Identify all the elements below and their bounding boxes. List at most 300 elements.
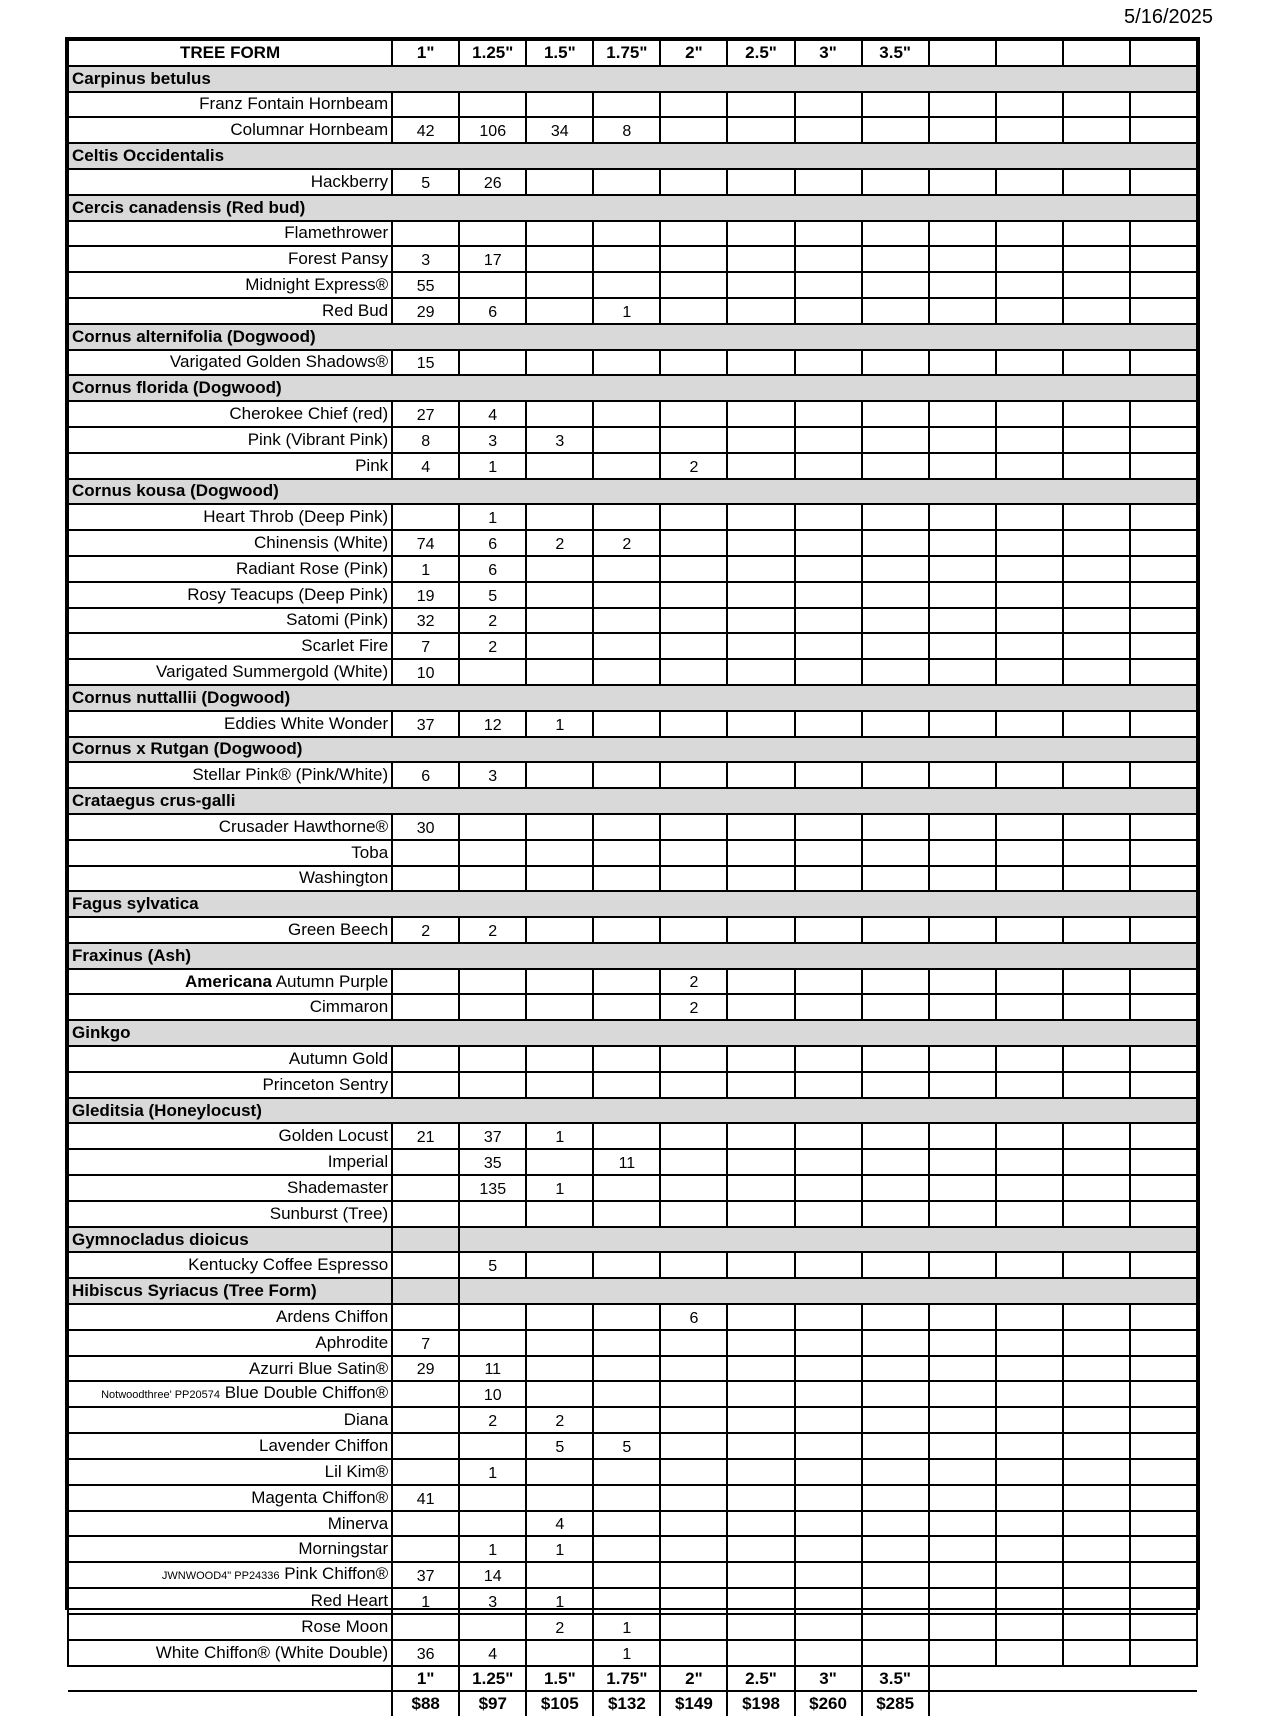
species-prefix: Americana (184, 971, 272, 991)
qty-cell (593, 1046, 660, 1072)
empty-cell (1063, 556, 1130, 582)
qty-cell (727, 1175, 794, 1201)
qty-cell (795, 1252, 862, 1278)
variety-label: Rosy Teacups (Deep Pink) (187, 584, 389, 604)
qty-cell (660, 1562, 727, 1588)
qty-cell (660, 350, 727, 376)
qty-cell (795, 504, 862, 530)
qty-cell (727, 1433, 794, 1459)
empty-cell (1130, 453, 1197, 479)
variety-label: Scarlet Fire (301, 636, 389, 656)
footer-size: 2.5" (727, 1666, 794, 1692)
variety-label: Minerva (327, 1513, 389, 1533)
variety-name (68, 1304, 392, 1330)
empty-cell (1063, 1459, 1130, 1485)
qty-cell (526, 608, 593, 634)
table-row (68, 1201, 1197, 1227)
qty-cell (593, 814, 660, 840)
qty-cell (795, 608, 862, 634)
variety-name (68, 1356, 392, 1382)
variety-label: Franz Fontain Hornbeam (199, 94, 389, 114)
qty-cell (795, 1588, 862, 1614)
qty-cell (526, 659, 593, 685)
qty-cell (526, 1072, 593, 1098)
qty-cell (459, 1614, 526, 1640)
size-header: 1.75" (593, 40, 660, 66)
qty-cell (526, 1381, 593, 1407)
qty-cell (862, 350, 929, 376)
group-row (68, 943, 1197, 969)
qty-cell (862, 762, 929, 788)
qty-cell (862, 1252, 929, 1278)
group-cell (392, 1227, 459, 1253)
empty-cell (929, 556, 996, 582)
qty-cell: 14 (459, 1562, 526, 1588)
table-row (68, 504, 1197, 530)
empty-cell (929, 1201, 996, 1227)
qty-cell (660, 608, 727, 634)
qty-cell (862, 556, 929, 582)
qty-cell (660, 1175, 727, 1201)
empty-cell (1130, 350, 1197, 376)
qty-cell (392, 866, 459, 892)
empty-cell (929, 246, 996, 272)
empty-cell (996, 1046, 1063, 1072)
qty-cell: 6 (660, 1304, 727, 1330)
qty-cell (526, 1459, 593, 1485)
qty-cell: 1 (526, 1123, 593, 1149)
empty-cell (1063, 969, 1130, 995)
group-row (68, 195, 1197, 221)
qty-cell: 2 (392, 917, 459, 943)
variety-name (68, 401, 392, 427)
empty-cell (996, 1123, 1063, 1149)
empty-cell (1063, 633, 1130, 659)
footer-price: $149 (660, 1691, 727, 1716)
variety-label: Radiant Rose (Pink) (236, 558, 389, 578)
group-name: Cornus nuttallii (Dogwood) (68, 685, 1197, 711)
variety-name (68, 1588, 392, 1614)
table-row (68, 608, 1197, 634)
size-header: 1.25" (459, 40, 526, 66)
qty-cell (660, 1381, 727, 1407)
qty-cell: 37 (392, 1562, 459, 1588)
variety-label: Rose Moon (301, 1616, 389, 1636)
table-row (68, 169, 1197, 195)
table-row (68, 556, 1197, 582)
variety-label: Morningstar (298, 1539, 389, 1559)
qty-cell (795, 659, 862, 685)
tree-form-table (67, 39, 1198, 1716)
qty-cell (660, 246, 727, 272)
qty-cell (727, 1511, 794, 1537)
qty-cell (727, 1588, 794, 1614)
empty-cell (1130, 1407, 1197, 1433)
qty-cell (593, 504, 660, 530)
variety-label: Cimmaron (309, 997, 389, 1017)
qty-cell (862, 840, 929, 866)
qty-cell (593, 1175, 660, 1201)
variety-label: Aphrodite (315, 1332, 389, 1352)
variety-label: Princeton Sentry (262, 1074, 389, 1094)
qty-cell (795, 1201, 862, 1227)
qty-cell (526, 401, 593, 427)
empty-cell (1130, 169, 1197, 195)
qty-cell (727, 608, 794, 634)
empty-cell (1063, 1562, 1130, 1588)
empty-cell (996, 1485, 1063, 1511)
table-row (68, 1046, 1197, 1072)
report-date: 5/16/2025 (1124, 6, 1213, 28)
empty-cell (929, 427, 996, 453)
qty-cell (660, 221, 727, 247)
qty-cell (593, 1381, 660, 1407)
footer-size: 3" (795, 1666, 862, 1692)
table-row (68, 917, 1197, 943)
qty-cell (862, 1123, 929, 1149)
qty-cell (795, 917, 862, 943)
qty-cell (862, 427, 929, 453)
empty-cell (996, 1614, 1063, 1640)
variety-name (68, 840, 392, 866)
qty-cell (795, 1175, 862, 1201)
variety-name (68, 453, 392, 479)
footer-size: 1.75" (593, 1666, 660, 1692)
empty-cell (996, 1511, 1063, 1537)
qty-cell (862, 1511, 929, 1537)
empty-cell (1130, 1433, 1197, 1459)
qty-cell (593, 246, 660, 272)
qty-cell: 2 (459, 633, 526, 659)
footer-prices-row (68, 1691, 1197, 1716)
qty-cell (862, 221, 929, 247)
qty-cell: 37 (392, 711, 459, 737)
empty-cell (1130, 1511, 1197, 1537)
empty-cell (1063, 840, 1130, 866)
qty-cell (593, 608, 660, 634)
footer-size: 1.5" (526, 1666, 593, 1692)
qty-cell (392, 1433, 459, 1459)
qty-cell: 2 (593, 530, 660, 556)
empty-cell (1130, 1149, 1197, 1175)
qty-cell: 30 (392, 814, 459, 840)
table-row (68, 840, 1197, 866)
footer-blank (929, 1691, 1197, 1716)
qty-cell (593, 994, 660, 1020)
empty-cell (1063, 530, 1130, 556)
variety-label: Midnight Express® (245, 275, 389, 295)
empty-cell (1063, 427, 1130, 453)
group-name: Ginkgo (68, 1020, 1197, 1046)
qty-cell (795, 1356, 862, 1382)
variety-name (68, 762, 392, 788)
qty-cell (660, 1149, 727, 1175)
empty-cell (1130, 1381, 1197, 1407)
table-row (68, 1175, 1197, 1201)
empty-cell (996, 840, 1063, 866)
qty-cell: 5 (392, 169, 459, 195)
group-cell (459, 1227, 1197, 1253)
empty-cell (1063, 1356, 1130, 1382)
qty-cell (795, 633, 862, 659)
empty-cell (1130, 504, 1197, 530)
table-row (68, 1536, 1197, 1562)
variety-name (68, 1072, 392, 1098)
empty-cell (1063, 1614, 1130, 1640)
qty-cell (795, 1536, 862, 1562)
qty-cell (526, 1485, 593, 1511)
empty-cell (1130, 711, 1197, 737)
qty-cell: 6 (459, 298, 526, 324)
table-row (68, 1485, 1197, 1511)
qty-cell: 26 (459, 169, 526, 195)
qty-cell (727, 92, 794, 118)
qty-cell: 4 (526, 1511, 593, 1537)
empty-cell (929, 1459, 996, 1485)
footer-price: $198 (727, 1691, 794, 1716)
empty-cell (1063, 1381, 1130, 1407)
qty-cell (862, 169, 929, 195)
qty-cell (727, 1330, 794, 1356)
qty-cell: 3 (526, 427, 593, 453)
qty-cell (526, 633, 593, 659)
empty-cell (929, 169, 996, 195)
empty-cell (1130, 1536, 1197, 1562)
empty-cell (1130, 1046, 1197, 1072)
qty-cell (593, 762, 660, 788)
qty-cell (862, 633, 929, 659)
qty-cell (795, 272, 862, 298)
qty-cell (727, 1381, 794, 1407)
qty-cell (526, 92, 593, 118)
empty-cell (929, 298, 996, 324)
qty-cell: 1 (526, 711, 593, 737)
empty-cell (929, 866, 996, 892)
qty-cell: 36 (392, 1640, 459, 1666)
empty-cell (929, 1046, 996, 1072)
qty-cell (862, 246, 929, 272)
qty-cell: 2 (526, 530, 593, 556)
empty-cell (996, 298, 1063, 324)
qty-cell (727, 582, 794, 608)
variety-name (68, 917, 392, 943)
empty-cell (929, 504, 996, 530)
empty-cell (1130, 840, 1197, 866)
qty-cell (862, 866, 929, 892)
variety-name (68, 1640, 392, 1666)
variety-label: Lavender Chiffon (258, 1436, 389, 1456)
qty-cell (862, 1433, 929, 1459)
qty-cell (660, 1485, 727, 1511)
empty-cell (929, 633, 996, 659)
qty-cell (727, 401, 794, 427)
empty-cell (1063, 1304, 1130, 1330)
empty-cell (1063, 762, 1130, 788)
qty-cell (593, 1072, 660, 1098)
qty-cell (727, 1149, 794, 1175)
qty-cell (459, 221, 526, 247)
qty-cell (660, 117, 727, 143)
qty-cell (660, 92, 727, 118)
qty-cell (526, 866, 593, 892)
empty-cell (996, 633, 1063, 659)
qty-cell (727, 969, 794, 995)
qty-cell (526, 246, 593, 272)
qty-cell: 4 (459, 1640, 526, 1666)
variety-name (68, 504, 392, 530)
qty-cell: 1 (526, 1536, 593, 1562)
empty-cell (996, 504, 1063, 530)
empty-cell (996, 556, 1063, 582)
empty-cell (1130, 633, 1197, 659)
empty-cell (996, 1433, 1063, 1459)
qty-cell (392, 1072, 459, 1098)
qty-cell (660, 917, 727, 943)
empty-cell (996, 1252, 1063, 1278)
qty-cell (526, 582, 593, 608)
footer-blank (68, 1666, 392, 1692)
table-row (68, 1640, 1197, 1666)
table-row (68, 866, 1197, 892)
group-cell (392, 1278, 459, 1304)
group-name: Fraxinus (Ash) (68, 943, 1197, 969)
table-row (68, 92, 1197, 118)
empty-cell (1063, 994, 1130, 1020)
qty-cell (526, 1201, 593, 1227)
qty-cell (526, 1330, 593, 1356)
table-row (68, 1459, 1197, 1485)
qty-cell (660, 298, 727, 324)
qty-cell (727, 530, 794, 556)
group-name: Fagus sylvatica (68, 891, 1197, 917)
variety-label: Magenta Chiffon® (251, 1487, 389, 1507)
group-row (68, 1098, 1197, 1124)
qty-cell (795, 1433, 862, 1459)
table-row (68, 1562, 1197, 1588)
qty-cell (795, 1511, 862, 1537)
qty-cell (593, 1407, 660, 1433)
variety-label: Imperial (327, 1152, 389, 1172)
qty-cell (593, 866, 660, 892)
empty-cell (1063, 1640, 1130, 1666)
variety-label: Forest Pansy (288, 249, 389, 269)
qty-cell (727, 556, 794, 582)
empty-cell (996, 1407, 1063, 1433)
qty-cell (526, 840, 593, 866)
footer-size: 1" (392, 1666, 459, 1692)
variety-label: Green Beech (287, 919, 389, 939)
qty-cell (862, 92, 929, 118)
qty-cell (862, 401, 929, 427)
qty-cell (795, 840, 862, 866)
qty-cell (593, 1304, 660, 1330)
qty-cell: 21 (392, 1123, 459, 1149)
empty-cell (1130, 1304, 1197, 1330)
qty-cell (862, 1485, 929, 1511)
qty-cell (459, 272, 526, 298)
qty-cell (660, 272, 727, 298)
table-row (68, 530, 1197, 556)
empty-cell (1063, 711, 1130, 737)
variety-name (68, 1536, 392, 1562)
qty-cell: 2 (660, 453, 727, 479)
qty-cell (862, 1356, 929, 1382)
group-row (68, 685, 1197, 711)
qty-cell (795, 1562, 862, 1588)
variety-name (68, 1149, 392, 1175)
qty-cell (795, 866, 862, 892)
variety-name (68, 298, 392, 324)
qty-cell: 1 (593, 1640, 660, 1666)
variety-name (68, 1459, 392, 1485)
qty-cell (727, 840, 794, 866)
empty-cell (929, 1640, 996, 1666)
empty-cell (929, 1123, 996, 1149)
empty-header (1130, 40, 1197, 66)
empty-cell (929, 1407, 996, 1433)
qty-cell (862, 659, 929, 685)
size-header: 2" (660, 40, 727, 66)
empty-cell (996, 1459, 1063, 1485)
table-row (68, 401, 1197, 427)
qty-cell (593, 969, 660, 995)
qty-cell (593, 1485, 660, 1511)
empty-cell (996, 272, 1063, 298)
variety-name (68, 994, 392, 1020)
qty-cell: 2 (526, 1407, 593, 1433)
qty-cell (727, 246, 794, 272)
qty-cell (795, 1459, 862, 1485)
qty-cell: 10 (392, 659, 459, 685)
qty-cell (795, 711, 862, 737)
group-row (68, 66, 1197, 92)
empty-cell (929, 1485, 996, 1511)
table-row (68, 453, 1197, 479)
empty-cell (996, 1201, 1063, 1227)
qty-cell (392, 1304, 459, 1330)
variety-label: Lil Kim® (324, 1461, 389, 1481)
group-row (68, 324, 1197, 350)
empty-cell (1130, 427, 1197, 453)
qty-cell (795, 427, 862, 453)
empty-cell (996, 1588, 1063, 1614)
footer-sizes-row (68, 1666, 1197, 1692)
qty-cell: 1 (593, 1614, 660, 1640)
qty-cell (392, 994, 459, 1020)
qty-cell: 8 (392, 427, 459, 453)
variety-name (68, 530, 392, 556)
variety-label: Ardens Chiffon (276, 1306, 389, 1326)
variety-label: Pink (355, 455, 389, 475)
qty-cell: 6 (459, 530, 526, 556)
qty-cell (459, 840, 526, 866)
qty-cell (795, 221, 862, 247)
qty-cell: 1 (459, 504, 526, 530)
variety-name (68, 1252, 392, 1278)
qty-cell (660, 1614, 727, 1640)
qty-cell (862, 1201, 929, 1227)
empty-cell (1063, 1407, 1130, 1433)
qty-cell (593, 1459, 660, 1485)
variety-label: Washington (299, 868, 389, 888)
empty-cell (929, 1304, 996, 1330)
qty-cell (862, 1640, 929, 1666)
qty-cell (593, 221, 660, 247)
footer-price: $285 (862, 1691, 929, 1716)
empty-cell (1130, 1201, 1197, 1227)
empty-cell (929, 1356, 996, 1382)
empty-cell (1063, 866, 1130, 892)
